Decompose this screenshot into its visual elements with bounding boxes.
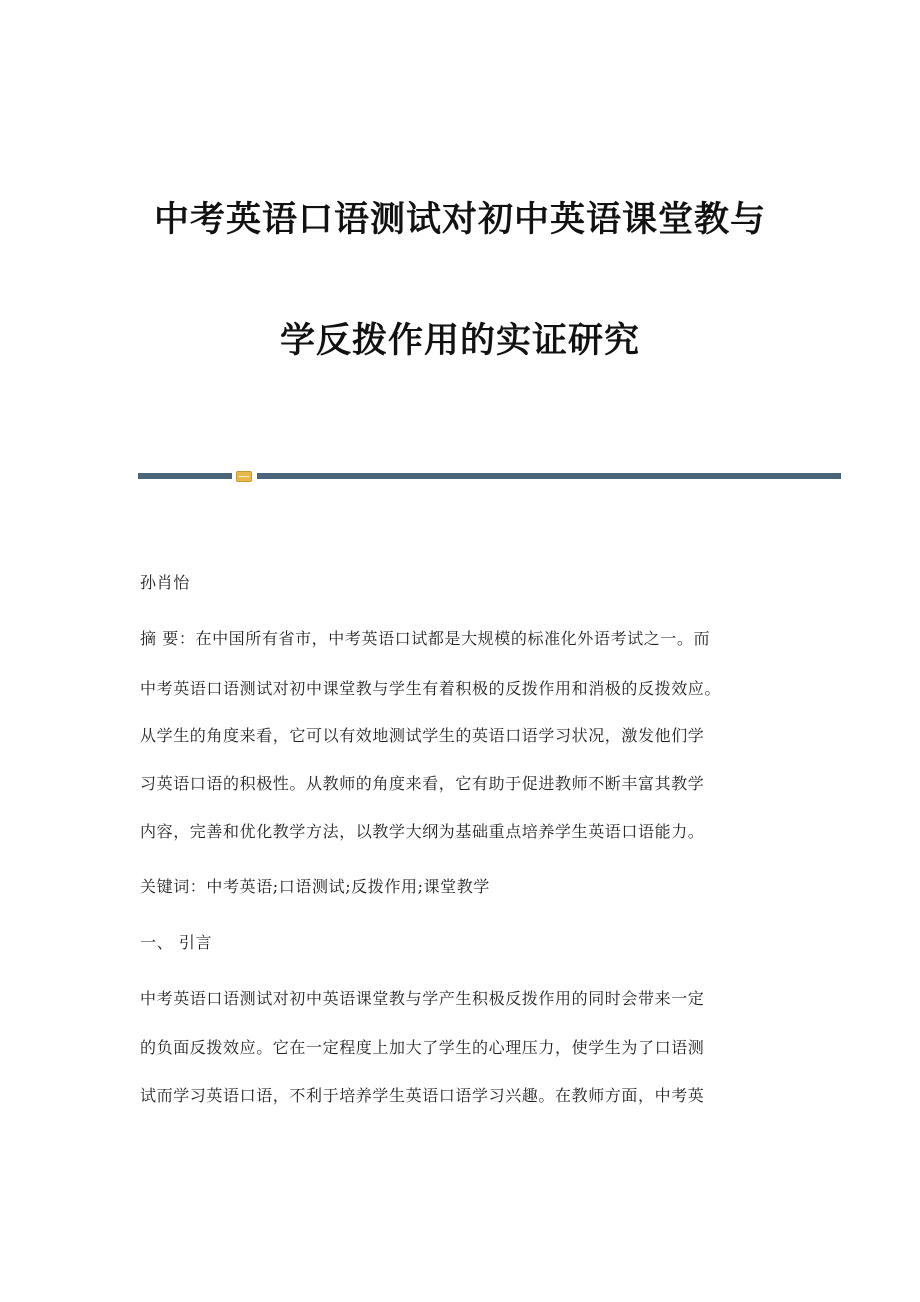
abstract-line: 习英语口语的积极性。从教师的角度来看，它有助于促进教师不断丰富其教学 [140, 774, 705, 793]
body-line: 中考英语口语测试对初中英语课堂教与学产生积极反拨作用的同时会带来一定 [140, 989, 705, 1008]
divider-badge-icon [236, 471, 252, 482]
divider-bar-left [138, 473, 232, 479]
paper-title-line-2: 学反拨作用的实证研究 [279, 320, 640, 361]
body-line: 试而学习英语口语，不利于培养学生英语口语学习兴趣。在教师方面，中考英 [140, 1086, 705, 1105]
abstract-line: 中考英语口语测试对初中课堂教与学生有着积极的反拨作用和消极的反拨效应。 [140, 679, 722, 698]
author-name: 孙肖怡 [140, 573, 190, 592]
abstract-line: 从学生的角度来看，它可以有效地测试学生的英语口语学习状况，激发他们学 [140, 726, 705, 745]
section-heading: 一、 引言 [140, 933, 213, 952]
body-line: 的负面反拨效应。它在一定程度上加大了学生的心理压力，使学生为了口语测 [140, 1038, 705, 1057]
keywords: 关键词：中考英语;口语测试;反拨作用;课堂教学 [140, 877, 490, 896]
abstract-line: 内容，完善和优化教学方法，以教学大纲为基础重点培养学生英语口语能力。 [140, 822, 705, 841]
divider-bar-right [257, 473, 841, 479]
paper-title-line-1: 中考英语口语测试对初中英语课堂教与 [153, 199, 766, 240]
abstract-line: 摘 要：在中国所有省市，中考英语口试都是大规模的标准化外语考试之一。而 [140, 629, 711, 648]
